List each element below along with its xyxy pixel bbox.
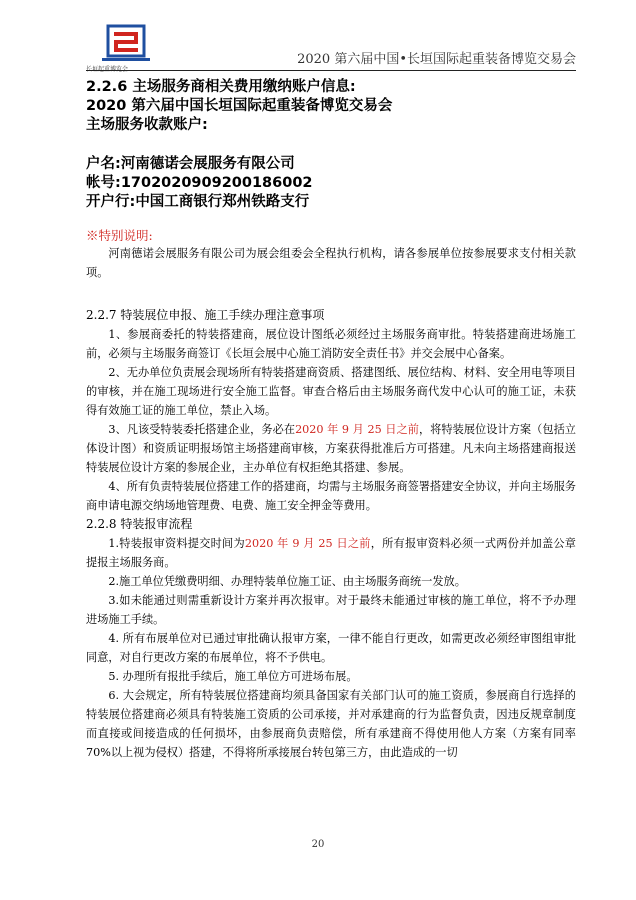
bank-row bbox=[86, 193, 576, 212]
account-name-value: 河南德诺会展服务有限公司 bbox=[120, 156, 295, 172]
section-228-title: 2.2.8 特装报审流程 bbox=[86, 517, 193, 531]
account-number-row bbox=[86, 174, 576, 193]
deadline-date: 2020 年 9 月 25 日之前 bbox=[295, 423, 419, 436]
section-227-p2: 2、无办单位负责展会现场所有特装搭建商资质、搭建图纸、展位结构、材料、安全用电等项目的审核，并在施工现场进行安全施工监督。审查合格后由主场服务商代发中心认可的施工证，未获得有效施工证的施工单位，禁止入场。 bbox=[86, 366, 576, 417]
section-226-heading: 2.2.6 主场服务商相关费用缴纳账户信息: bbox=[86, 79, 356, 95]
section-228-p3: 3.如未能通过则需重新设计方案并再次报审。对于最终未能通过审核的施工单位，将不予办理进场施工手续。 bbox=[86, 594, 576, 626]
page-body bbox=[86, 78, 576, 762]
header-divider bbox=[86, 70, 576, 71]
section-227-p1: 1、参展商委托的特装搭建商，展位设计图纸必须经过主场服务商审批。特装搭建商进场施工前，必须与主场服务商签订《长垣会展中心施工消防安全责任书》并交会展中心备案。 bbox=[86, 328, 576, 360]
bank-value: 中国工商银行郑州铁路支行 bbox=[135, 194, 310, 210]
section-227-p4: 4、所有负责特装展位搭建工作的搭建商，均需与主场服务商签署搭建安全协议，并向主场服务商申请电源交纳场地管理费、电费、施工安全押金等费用。 bbox=[86, 480, 576, 512]
section-228-p6: 6. 大会规定，所有特装展位搭建商均须具备国家有关部门认可的施工资质，参展商自行选择的特装展位搭建商必须具有特装施工资质的公司承接，并对承建商的行为监督负责，因违反规章制度 而直接或间接造成的任何损坏，由参展商负责赔偿，所有承建商不得使用他人方案（方案有同率70%以上视为侵权）搭建，不得将所承接展台转包第三方，由此造成的一切 bbox=[86, 689, 576, 759]
section-228-p2: 2.施工单位凭缴费明细、办理特装单位施工证、由主场服务商统一发放。 bbox=[108, 575, 466, 588]
header-title: 2020 第六届中国•长垣国际起重装备博览交易会 bbox=[297, 52, 576, 67]
account-title: 主场服务收款账户: bbox=[86, 117, 208, 133]
page-number: 20 bbox=[311, 839, 325, 850]
deadline-date: 2020 年 9 月 25 日之前 bbox=[244, 537, 371, 550]
section-228-p1 bbox=[86, 534, 576, 572]
logo-text: 长垣起重博览会 bbox=[86, 67, 129, 73]
logo-icon bbox=[102, 24, 150, 64]
section-227-title: 2.2.7 特装展位申报、施工手续办理注意事项 bbox=[86, 308, 325, 322]
expo-name: 2020 第六届中国长垣国际起重装备博览交易会 bbox=[86, 98, 393, 114]
notice-text: 河南德诺会展服务有限公司为展会组委会全程执行机构，请各参展单位按参展要求支付相关款项。 bbox=[86, 247, 576, 279]
account-name-row bbox=[86, 155, 576, 174]
page-header bbox=[86, 16, 576, 76]
account-number-label: 帐号: bbox=[86, 175, 121, 191]
section-228-p4: 4. 所有布展单位对已通过审批确认报审方案，一律不能自行更改，如需更改必须经审图组审批同意，对自行更改方案的布展单位，将不予供电。 bbox=[86, 632, 576, 664]
notice-title: ※特别说明: bbox=[86, 228, 153, 243]
section-227-p3-before: 3、凡该受特装委托搭建企业，务必在 bbox=[108, 423, 296, 436]
section-227-p3-after: ，将特装展位设计方案（包括立体设计图）和资质证明报场馆主场搭建商审核，方案获得批准后方可搭建。凡未向主场搭建商报送特装展位设计方案的参展企业，主办单位有权拒绝其搭建、参展。 bbox=[86, 423, 576, 474]
account-name-label: 户名: bbox=[86, 156, 121, 172]
section-228-p5: 5. 办理所有报批手续后，施工单位方可进场布展。 bbox=[108, 670, 358, 683]
bank-label: 开户行: bbox=[86, 194, 136, 210]
section-228-p1-after: ，所有报审资料必须一式两份并加盖公章提报主场服务商。 bbox=[86, 537, 576, 569]
section-228-p1-before: 1.特装报审资料提交时间为 bbox=[108, 537, 245, 550]
section-227-p3 bbox=[86, 420, 576, 477]
account-number-value: 1702020909200186002 bbox=[120, 175, 313, 191]
